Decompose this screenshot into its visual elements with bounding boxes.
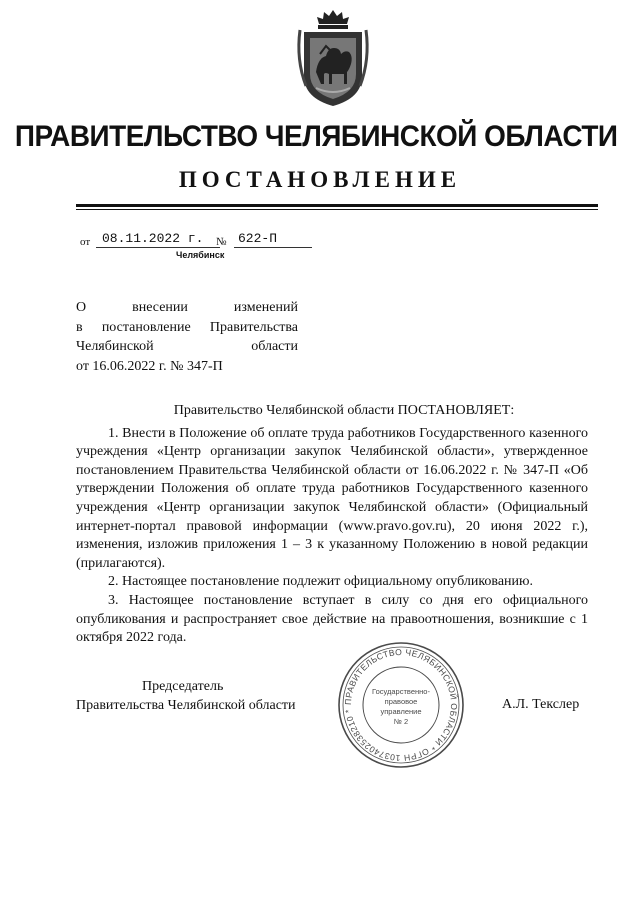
subject-line: Челябинской области: [76, 339, 298, 354]
stamp-center-line: № 2: [393, 717, 409, 726]
government-title: ПРАВИТЕЛЬСТВО ЧЕЛЯБИНСКОЙ ОБЛАСТИ: [14, 120, 618, 153]
body-item-1: 1. Внести в Положение об оплате труда работников Государственного казенного учреждения «Центр организации закупок Челябинской области», утвержденное постановлением Правительства Челябинской области от 16.06.2022 г. № 347-П «Об утверждении Положения об оплате труда работников Государственного казенного учреждения «Центр организации закупок Челябинской области» (Официальный интернет-портал правовой информации (www.pravo.gov.ru), 20 июня 2022 г.), изменения, изложив приложения 1 – 3 к указанному Положению в новой редакции (прилагаются).: [76, 425, 588, 571]
header-rule-thin: [76, 209, 598, 210]
document-type: ПОСТАНОВЛЕНИЕ: [178, 167, 462, 192]
date-label: от: [80, 236, 91, 248]
number-label: №: [216, 236, 227, 248]
document-subject: [76, 298, 298, 376]
position-line-2: Правительства Челябинской области: [76, 697, 296, 713]
stamp-center-line: правовое: [384, 697, 418, 706]
document-number: 622-П: [234, 230, 312, 248]
document-date: 08.11.2022 г.: [96, 230, 220, 248]
coat-of-arms-emblem: [294, 8, 372, 108]
subject-line: О внесении изменений: [76, 300, 298, 315]
signatory-position: [76, 678, 296, 715]
subject-line: в постановление Правительства: [76, 319, 298, 335]
document-city: Челябинск: [176, 250, 225, 260]
position-line-1: Председатель: [142, 679, 224, 694]
official-stamp: [336, 640, 466, 770]
body-item-2: 2. Настоящее постановление подлежит официальному опубликованию.: [108, 574, 533, 590]
body-item-3: 3. Настоящее постановление вступает в силу со дня его официального опубликования и распространяет свое действие на правоотношения, возникшие с 1 октября 2022 года.: [76, 592, 588, 646]
signatory-name: А.Л. Текслер: [502, 697, 580, 712]
stamp-center-line: управление: [380, 707, 422, 716]
header-rule-thick: [76, 204, 598, 207]
document-body: [76, 402, 588, 648]
body-lead: Правительство Челябинской области ПОСТАНОВЛЯЕТ:: [173, 403, 515, 418]
stamp-ring-text: ПРАВИТЕЛЬСТВО ЧЕЛЯБИНСКОЙ ОБЛАСТИ * ОГРН 1037402538210 *: [342, 646, 460, 764]
stamp-center-line: Государственно-: [372, 687, 430, 696]
subject-line: от 16.06.2022 г. № 347-П: [76, 358, 223, 374]
